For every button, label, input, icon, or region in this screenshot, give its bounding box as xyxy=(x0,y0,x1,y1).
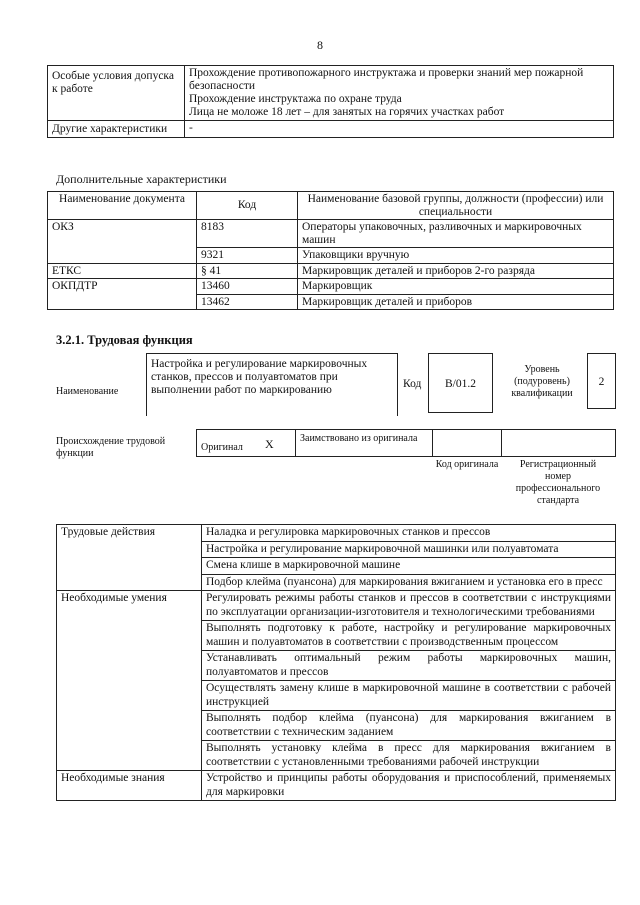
table-row xyxy=(48,294,614,310)
code-original-cell xyxy=(432,429,502,457)
conditions-value xyxy=(185,66,614,121)
group-label-empty xyxy=(57,558,202,575)
code-original-label: Код оригинала xyxy=(435,459,499,470)
table-row xyxy=(48,66,614,121)
original-label: Оригинал xyxy=(201,442,243,453)
reg-number-label: Регистрационный номер профессионального стандарта xyxy=(515,459,601,506)
table-row xyxy=(48,248,614,264)
group-label: Трудовые действия xyxy=(57,525,202,542)
table-row xyxy=(57,591,616,621)
group-item: Регулировать режимы работы станков и прессов в соответствии с инструкциями по эксплуатации организации-изготовителя и технологическими требованиями xyxy=(202,591,616,621)
cell-name: Маркировщик xyxy=(298,279,614,295)
group-item: Выполнять установку клейма в пресс для маркирования вжиганием в соответствии с установленными требованиями рабочей инструкции xyxy=(202,741,616,771)
conditions-label: Особые условия допуска к работе xyxy=(48,66,185,121)
origin-label: Происхождение трудовой функции xyxy=(56,436,166,459)
cell-doc: ЕТКС xyxy=(48,263,197,279)
group-item: Подбор клейма (пуансона) для маркирования вжиганием и установка его в пресс xyxy=(202,574,616,591)
cell-code: 9321 xyxy=(197,248,298,264)
group-label-empty xyxy=(57,621,202,651)
duties-table xyxy=(56,524,616,801)
header-code: Код xyxy=(197,192,298,220)
group-item: Настройка и регулирование маркировочной машинки или полуавтомата xyxy=(202,541,616,558)
table-row xyxy=(48,279,614,295)
header-name: Наименование базовой группы, должности (профессии) или специальности xyxy=(298,192,614,220)
condition-line: Лица не моложе 18 лет – для занятых на горячих участках работ xyxy=(189,106,505,118)
other-value: - xyxy=(185,121,614,138)
table-row xyxy=(57,771,616,801)
group-label-empty xyxy=(57,574,202,591)
group-label-empty xyxy=(57,711,202,741)
additional-table xyxy=(47,191,614,310)
additional-title: Дополнительные характеристики xyxy=(56,172,227,186)
cell-doc xyxy=(48,248,197,264)
group-item: Устанавливать оптимальный режим работы маркировочных машин, полуавтоматов и прессов xyxy=(202,651,616,681)
table-row xyxy=(48,121,614,138)
table-row xyxy=(57,621,616,651)
group-label-empty xyxy=(57,741,202,771)
condition-line: Прохождение противопожарного инструктажа и проверки знаний мер пожарной безопасности xyxy=(189,67,584,92)
function-name: Настройка и регулирование маркировочных станков, прессов и полуавтоматов при выполнении работ по маркированию xyxy=(146,353,398,416)
table-header-row xyxy=(48,192,614,220)
other-label: Другие характеристики xyxy=(48,121,185,138)
group-item: Устройство и принципы работы оборудования и приспособлений, применяемых для маркировки xyxy=(202,771,616,801)
page-number: 8 xyxy=(317,38,323,52)
group-label: Необходимые знания xyxy=(57,771,202,801)
table-row xyxy=(57,741,616,771)
table-row xyxy=(48,263,614,279)
group-item: Выполнять подготовку к работе, настройку и регулирование маркировочных машин и полуавтоматов в соответствии с производственным процессом xyxy=(202,621,616,651)
condition-line: Прохождение инструктажа по охране труда xyxy=(189,93,402,105)
cell-code: § 41 xyxy=(197,263,298,279)
group-label-empty xyxy=(57,651,202,681)
original-mark: X xyxy=(265,437,274,451)
group-item: Осуществлять замену клише в маркировочной машине в соответствии с рабочей инструкцией xyxy=(202,681,616,711)
level-label: Уровень (подуровень) квалификации xyxy=(511,364,573,399)
level-value: 2 xyxy=(587,353,616,409)
borrowed-label: Заимствовано из оригинала xyxy=(296,429,433,457)
table-row xyxy=(57,711,616,741)
group-item: Наладка и регулировка маркировочных станков и прессов xyxy=(202,525,616,542)
function-code: В/01.2 xyxy=(428,353,493,413)
reg-number-cell xyxy=(501,429,616,457)
table-row xyxy=(57,558,616,575)
cell-name: Маркировщик деталей и приборов xyxy=(298,294,614,310)
table-row xyxy=(57,574,616,591)
cell-name: Упаковщики вручную xyxy=(298,248,614,264)
cell-code: 13462 xyxy=(197,294,298,310)
conditions-table xyxy=(47,65,614,138)
code-label: Код xyxy=(403,378,422,390)
group-item: Выполнять подбор клейма (пуансона) для маркирования вжиганием в соответствии с техническим заданием xyxy=(202,711,616,741)
header-doc: Наименование документа xyxy=(48,192,197,220)
original-box xyxy=(196,429,296,457)
cell-code: 13460 xyxy=(197,279,298,295)
cell-name: Операторы упаковочных, разливочных и маркировочных машин xyxy=(298,220,614,248)
table-row xyxy=(48,220,614,248)
table-row xyxy=(57,651,616,681)
group-label-empty xyxy=(57,541,202,558)
cell-doc xyxy=(48,294,197,310)
group-item: Смена клише в маркировочной машине xyxy=(202,558,616,575)
cell-name: Маркировщик деталей и приборов 2-го разряда xyxy=(298,263,614,279)
function-heading: 3.2.1. Трудовая функция xyxy=(56,333,193,347)
table-row xyxy=(57,525,616,542)
name-label: Наименование xyxy=(56,386,119,397)
table-row xyxy=(57,541,616,558)
cell-code: 8183 xyxy=(197,220,298,248)
table-row xyxy=(57,681,616,711)
cell-doc: ОКЗ xyxy=(48,220,197,248)
group-label-empty xyxy=(57,681,202,711)
cell-doc: ОКПДТР xyxy=(48,279,197,295)
group-label: Необходимые умения xyxy=(57,591,202,621)
